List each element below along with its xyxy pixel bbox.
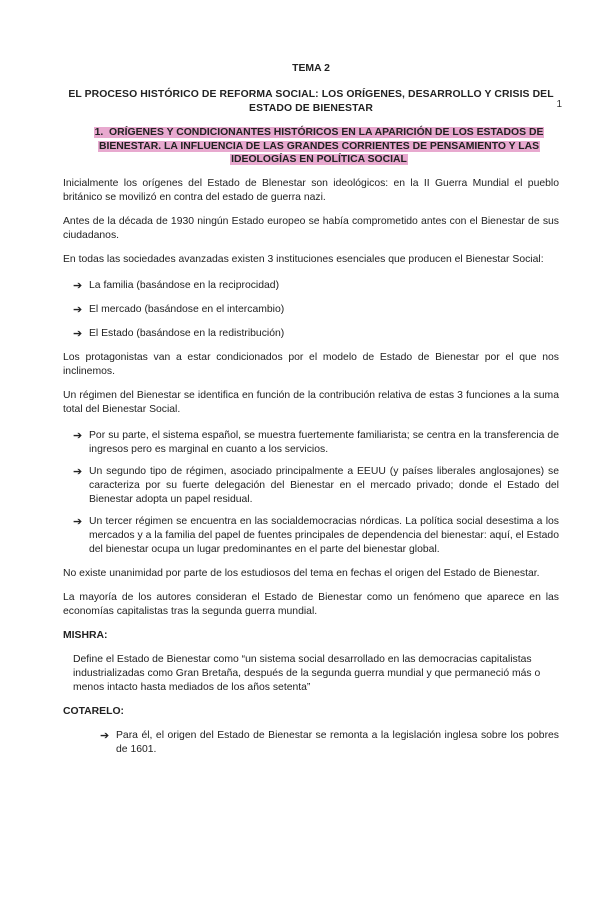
page-number: 1 — [556, 99, 562, 110]
arrow-icon: ➔ — [73, 279, 83, 292]
arrow-icon: ➔ — [73, 327, 83, 340]
document-title: EL PROCESO HISTÓRICO DE REFORMA SOCIAL: LOS ORÍGENES, DESARROLLO Y CRISIS DEL ESTADO DE BIENESTAR — [68, 89, 554, 114]
paragraph-1930: Antes de la década de 1930 ningún Estado europeo se había comprometido antes con el Bienestar de sus ciudadanos. — [63, 215, 559, 241]
list-item-text: Un tercer régimen se encuentra en las socialdemocracias nórdicas. La política social desestima a los mercados y a la familia del papel de fuentes principales de dependencia del bienestar: aquí, el Estado del bienestar ocupa un lugar predominantes en el parte del bienestar global. — [89, 515, 559, 555]
topic-label: TEMA 2 — [292, 63, 330, 74]
mishra-label — [63, 629, 559, 643]
cotarelo-label: COTARELO: — [63, 705, 124, 717]
section-heading-highlight — [94, 127, 545, 165]
document-page — [0, 62, 600, 910]
list-item — [73, 327, 559, 341]
mishra-label-colon: : — [103, 629, 108, 641]
arrow-icon: ➔ — [73, 465, 83, 478]
regimes-list — [63, 429, 559, 557]
list-item — [73, 429, 559, 457]
institutions-list — [63, 279, 559, 341]
mishra-quote: Define el Estado de Bienestar como “un sistema social desarrollado en las democracias capitalistas industrializadas como Gran Bretaña, después de la segunda guerra mundial y que permaneció más o menos intacto hasta mediados de los años setenta” — [73, 653, 541, 693]
list-item-text: Un segundo tipo de régimen, asociado principalmente a EEUU (y países liberales anglosajones) se caracteriza por su fuerte delegación del Bienestar en el mercado privado; donde el Estado del Bienestar adopta un papel residual. — [89, 465, 559, 505]
mishra-label-text: MISHRA — [63, 629, 104, 641]
list-item-text: El mercado (basándose en el intercambio) — [89, 303, 285, 315]
list-item-text: El Estado (basándose en la redistribución) — [89, 327, 285, 339]
cotarelo-list — [90, 729, 559, 757]
arrow-icon: ➔ — [73, 515, 83, 528]
list-item — [73, 303, 559, 317]
section-heading — [79, 126, 559, 167]
paragraph-institutions-intro: En todas las sociedades avanzadas existen 3 instituciones esenciales que producen el Bienestar Social: — [63, 253, 544, 265]
list-item-text: La familia (basándose en la reciprocidad) — [89, 279, 280, 291]
list-item — [100, 729, 559, 757]
paragraph-regime-definition: Un régimen del Bienestar se identifica en función de la contribución relativa de estas 3 funciones a la suma total del Bienestar Social. — [63, 389, 559, 415]
paragraph-protagonists: Los protagonistas van a estar condicionados por el modelo de Estado de Bienestar por el que nos inclinemos. — [63, 351, 559, 377]
list-item-text: Para él, el origen del Estado de Bienestar se remonta a la legislación inglesa sobre los pobres de 1601. — [116, 729, 559, 755]
paragraph-origins: Inicialmente los orígenes del Estado de Blenestar son ideológicos: en la II Guerra Mundial el pueblo británico se movilizó en contra del estado de guerra nazi. — [63, 177, 559, 203]
list-item — [73, 465, 559, 507]
section-number: 1. — [94, 127, 104, 138]
paragraph-no-unanimity: No existe unanimidad por parte de los estudiosos del tema en fechas el origen del Estado de Bienestar. — [63, 567, 540, 579]
list-item — [73, 279, 559, 293]
arrow-icon: ➔ — [73, 303, 83, 316]
arrow-icon: ➔ — [73, 429, 83, 442]
paragraph-majority: La mayoría de los autores consideran el Estado de Bienestar como un fenómeno que aparece en las economías capitalistas tras la segunda guerra mundial. — [63, 591, 559, 617]
section-heading-text: ORÍGENES Y CONDICIONANTES HISTÓRICOS EN LA APARICIÓN DE LOS ESTADOS DE BIENESTAR. LA INFLUENCIA DE LAS GRANDES CORRIENTES DE PENSAMIENTO Y LAS IDEOLOGÍAS EN POLÍTICA SOCIAL — [98, 127, 544, 165]
arrow-icon: ➔ — [100, 729, 110, 742]
list-item — [73, 515, 559, 557]
list-item-text: Por su parte, el sistema español, se muestra fuertemente familiarista; se centra en la transferencia de ingresos pero es marginal en cuanto a los servicios. — [89, 429, 559, 455]
